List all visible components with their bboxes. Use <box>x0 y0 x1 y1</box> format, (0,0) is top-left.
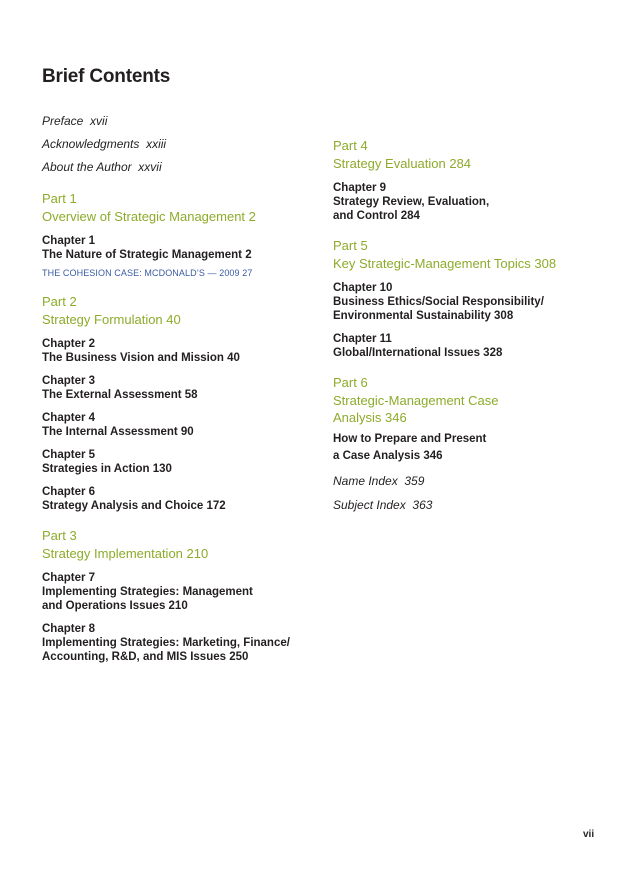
part-label: Part 3 <box>42 528 77 543</box>
part-6 <box>333 374 623 465</box>
chapter-number: Chapter 8 <box>42 623 96 635</box>
chapter-entry[interactable] <box>42 374 322 402</box>
part-label: Part 1 <box>42 191 77 206</box>
left-column <box>42 114 322 664</box>
page-number: vii <box>583 829 595 840</box>
chapter-number: Chapter 4 <box>42 412 96 424</box>
part-title[interactable]: Strategy Evaluation 284 <box>333 156 472 171</box>
chapter-entry[interactable] <box>42 571 322 613</box>
chapter-title: The External Assessment 58 <box>42 389 198 401</box>
part-3 <box>42 527 322 664</box>
chapter-entry[interactable] <box>42 622 322 664</box>
part-label: Part 4 <box>333 138 368 153</box>
chapter-entry[interactable] <box>42 337 322 365</box>
part-title[interactable]: Key Strategic-Management Topics 308 <box>333 256 557 271</box>
front-matter-list <box>42 114 322 175</box>
chapter-title: Business Ethics/Social Responsibility/ Environmental Sustainability 308 <box>333 296 544 322</box>
chapter-entry[interactable] <box>333 281 623 323</box>
chapter-title: How to Prepare and Present a Case Analysis 346 <box>333 433 487 462</box>
chapter-number: Chapter 7 <box>42 572 96 584</box>
chapter-title: The Nature of Strategic Management 2 <box>42 249 252 261</box>
chapter-title: Strategy Analysis and Choice 172 <box>42 500 226 512</box>
right-column <box>333 137 623 513</box>
cohesion-case-entry[interactable]: THE COHESION CASE: MCDONALD’S — 2009 27 <box>42 268 253 278</box>
chapter-title: Implementing Strategies: Marketing, Finance/ Accounting, R&D, and MIS Issues 250 <box>42 637 290 663</box>
chapter-entry[interactable] <box>42 448 322 476</box>
chapter-title: Global/International Issues 328 <box>333 347 503 359</box>
back-matter-list <box>333 474 623 513</box>
chapter-title: The Business Vision and Mission 40 <box>42 352 240 364</box>
page-title: Brief Contents <box>42 66 171 87</box>
chapter-number: Chapter 10 <box>333 282 393 294</box>
chapter-title: Strategy Review, Evaluation, and Control 284 <box>333 196 490 222</box>
part-title[interactable]: Strategic-Management Case Analysis 346 <box>333 393 499 425</box>
part-title[interactable]: Overview of Strategic Management 2 <box>42 209 256 224</box>
part-label: Part 6 <box>333 375 368 390</box>
front-matter-item[interactable]: Acknowledgments xxiii <box>42 137 167 151</box>
front-matter-item[interactable]: About the Author xxvii <box>42 160 162 174</box>
part-2 <box>42 293 322 513</box>
chapter-number: Chapter 5 <box>42 449 96 461</box>
chapter-title: The Internal Assessment 90 <box>42 426 194 438</box>
chapter-entry[interactable] <box>333 181 623 223</box>
part-label: Part 2 <box>42 294 77 309</box>
chapter-number: Chapter 11 <box>333 333 392 345</box>
chapter-number: Chapter 6 <box>42 486 96 498</box>
chapter-title: Implementing Strategies: Management and Operations Issues 210 <box>42 586 253 612</box>
back-matter-item[interactable]: Subject Index 363 <box>333 498 433 512</box>
part-4 <box>333 137 623 223</box>
part-5 <box>333 237 623 360</box>
chapter-number: Chapter 1 <box>42 235 96 247</box>
chapter-number: Chapter 3 <box>42 375 96 387</box>
chapter-entry[interactable] <box>333 332 623 360</box>
chapter-entry[interactable] <box>42 485 322 513</box>
chapter-entry[interactable] <box>333 431 623 465</box>
chapter-entry[interactable] <box>42 234 322 262</box>
chapter-number: Chapter 9 <box>333 182 387 194</box>
part-1 <box>42 190 322 279</box>
part-title[interactable]: Strategy Formulation 40 <box>42 312 181 327</box>
front-matter-item[interactable]: Preface xvii <box>42 114 108 128</box>
chapter-title: Strategies in Action 130 <box>42 463 172 475</box>
part-title[interactable]: Strategy Implementation 210 <box>42 546 209 561</box>
part-label: Part 5 <box>333 238 368 253</box>
chapter-number: Chapter 2 <box>42 338 96 350</box>
chapter-entry[interactable] <box>42 411 322 439</box>
back-matter-item[interactable]: Name Index 359 <box>333 474 425 488</box>
